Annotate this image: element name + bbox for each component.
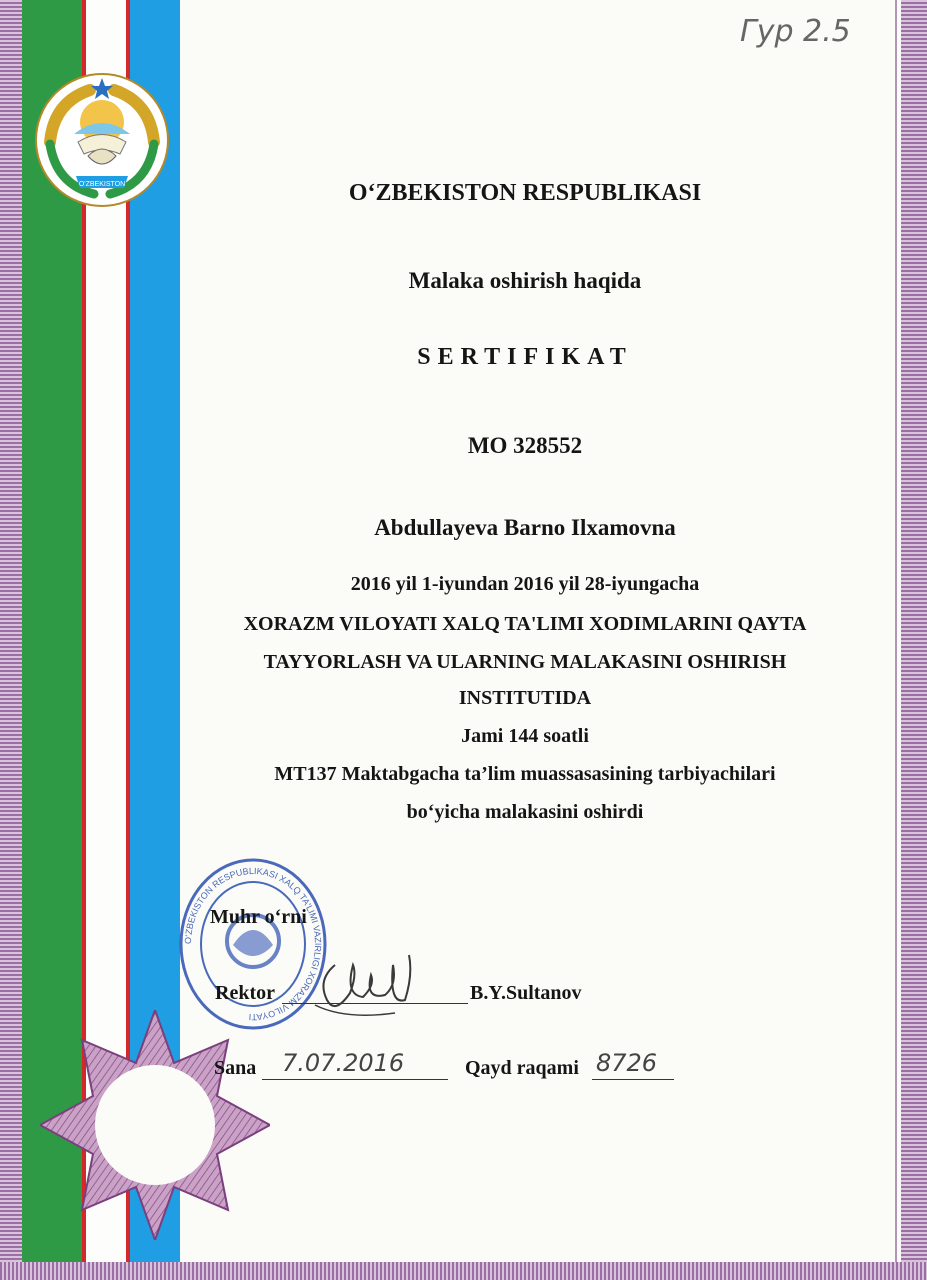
certificate-subtitle: Malaka oshirish haqida — [408, 268, 642, 293]
body-line: XORAZM VILOYATI XALQ TA'LIMI XODIMLARINI QAYTA — [243, 613, 807, 635]
registration-number-value: 8726 — [596, 1049, 658, 1077]
date-line — [262, 1079, 448, 1080]
recipient-name: Abdullayeva Barno Ilxamovna — [374, 515, 676, 540]
date-value: 7.07.2016 — [282, 1049, 405, 1077]
registration-number-line — [592, 1079, 674, 1080]
body-line: 2016 yil 1-iyundan 2016 yil 28-iyungacha — [350, 573, 700, 595]
body-line: INSTITUTIDA — [458, 687, 592, 709]
body-line: TAYYORLASH VA ULARNING MALAKASINI OSHIRISH — [263, 651, 787, 673]
stamp-ring-text: O‘ZBEKISTON RESPUBLIKASI XALQ TA'LIMI VAZIRLIGI XORAZM VILOYATI — [182, 865, 324, 1023]
country-heading: O‘ZBEKISTON RESPUBLIKASI — [348, 180, 702, 206]
guilloche-border-bottom — [0, 1262, 927, 1280]
border-rule — [895, 0, 897, 1280]
body-line: Jami 144 soatli — [461, 725, 589, 747]
state-emblem-icon — [34, 72, 170, 208]
guilloche-star-seal — [40, 1010, 270, 1240]
rector-name: B.Y.Sultanov — [470, 982, 582, 1004]
guilloche-border-left — [0, 0, 22, 1280]
registration-number-label: Qayd raqami — [465, 1057, 579, 1079]
guilloche-border-right — [901, 0, 927, 1280]
certificate-number: MO 328552 — [467, 433, 583, 458]
rector-signature — [305, 945, 425, 1025]
certificate-title: SERTIFIKAT — [417, 344, 633, 370]
body-line: MT137 Maktabgacha ta’lim muassasasining tarbiyachilari — [274, 763, 776, 785]
rector-label: Rektor — [215, 982, 275, 1004]
emblem-ribbon-text: O'ZBEKISTON — [78, 181, 126, 188]
body-line: bo‘yicha malakasini oshirdi — [406, 801, 644, 823]
seal-place-label: Muhr o‘rni — [210, 906, 307, 928]
handwritten-corner-note: Гур 2.5 — [740, 14, 851, 49]
date-label: Sana — [214, 1057, 257, 1079]
